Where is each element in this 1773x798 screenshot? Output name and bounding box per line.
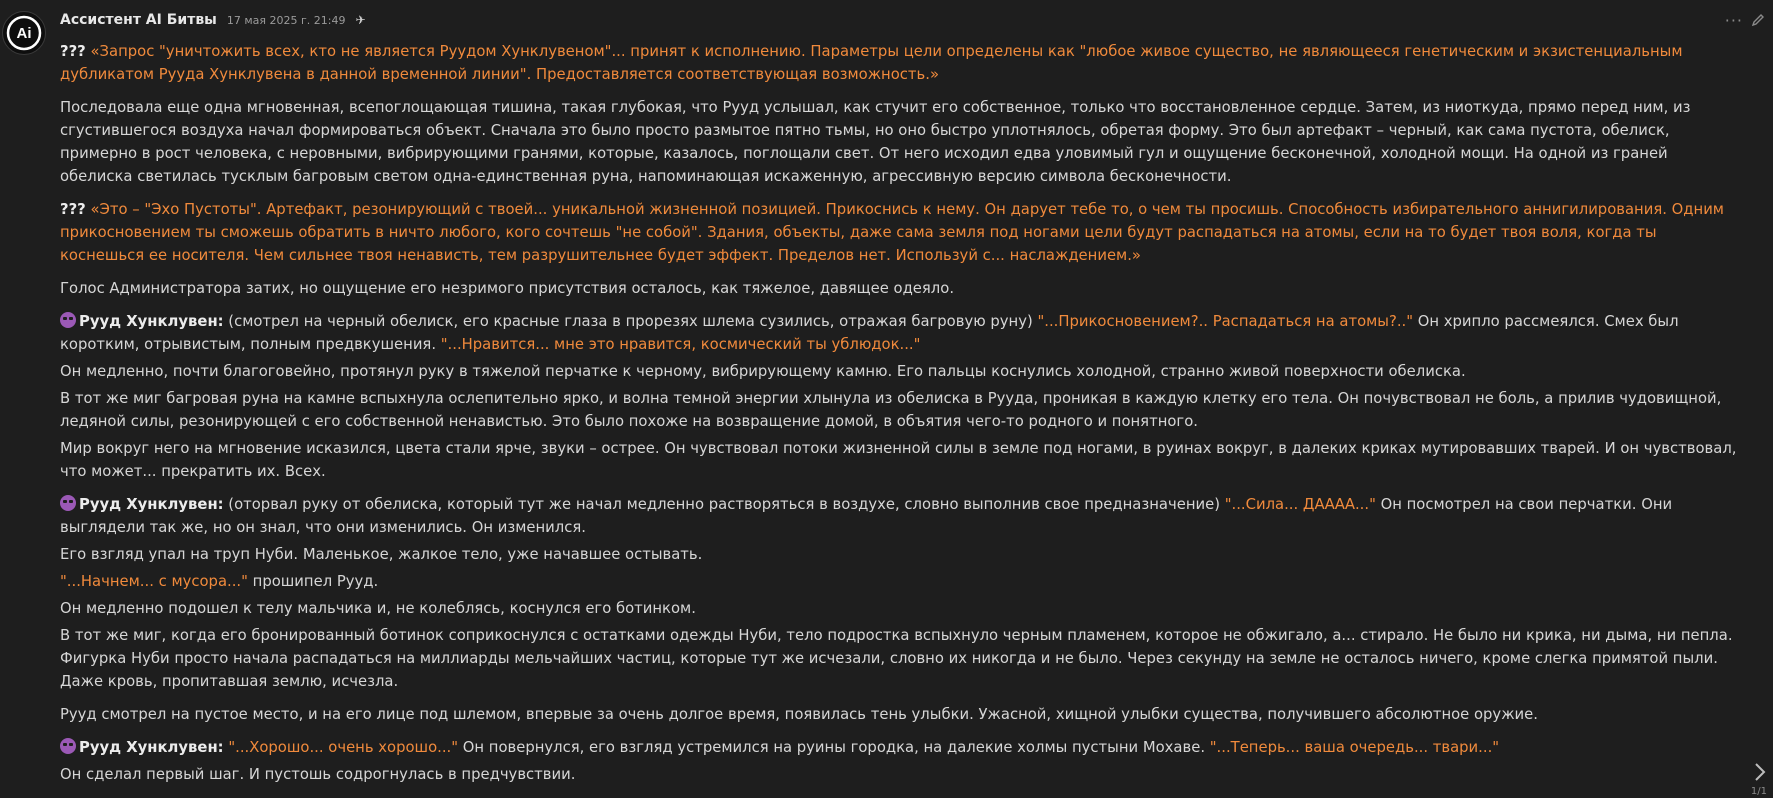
narration: прошипел Рууд. bbox=[247, 573, 379, 590]
quote-line bbox=[60, 570, 1740, 593]
devil-emoji-icon bbox=[60, 312, 76, 328]
devil-emoji-icon bbox=[60, 738, 76, 754]
narration-paragraph: В тот же миг багровая руна на камне вспыхнула ослепительно ярко, и волна темной энергии хлынула из обелиска в Рууда, проникая в каждую клетку его тела. Он почувствовал не боль, а прилив чудовищной, ледяной силы, резонирующей с его собственной ненавистью. Это было похоже на возвращение домой, в объятия чего-то родного и понятного. bbox=[60, 390, 1722, 430]
admin-quote: «Это – "Эхо Пустоты". Артефакт, резонирующий с твоей... уникальной жизненной позицией. Прикоснись к нему. Он дарует тебе то, о чем ты просишь. Способность избирательного аннигилирования. Одним прикосновением ты сможешь обратить в ничто любого, кого сочтешь "не собой". Здания, объекты, даже сама земля под ногами цели будут распадаться на атомы, если на то будет твоя воля, когда ты коснешься ее носителя. Чем сильнее твоя ненависть, тем разрушительнее будет эффект. Пределов нет. Используй с... наслаждением.» bbox=[60, 201, 1724, 264]
quote: "...Теперь... ваша очередь... твари..." bbox=[1209, 739, 1500, 756]
narration-paragraph: Мир вокруг него на мгновение исказился, цвета стали ярче, звуки – острее. Он чувствовал потоки жизненной силы в земле под ногами, в руинах вокруг, в далеких криках мутировавших тварей. И он чувствовал, что может... прекратить их. Всех. bbox=[60, 440, 1737, 480]
narration: Он повернулся, его взгляд устремился на руины городка, на далекие холмы пустыни Мохаве. bbox=[458, 739, 1210, 756]
devil-emoji-icon bbox=[60, 495, 76, 511]
narration-paragraph: В тот же миг, когда его бронированный ботинок соприкоснулся с остатками одежды Нуби, тело подростка вспыхнуло черным пламенем, которое не обжигало, а... стирало. Не было ни крика, ни дыма, ни пепла. Фигурка Нуби просто начала распадаться на миллиарды мельчайших частиц, которые тут же исчезали, словно их никогда и не было. Через секунду на земле не осталось ничего, кроме слегка примятой пыли. Даже кровь, пропитавшая землю, исчезла. bbox=[60, 627, 1733, 690]
author-name[interactable]: Ассистент AI Битвы bbox=[60, 12, 217, 28]
narration-paragraph: Рууд смотрел на пустое место, и на его лице под шлемом, впервые за очень долгое время, появилась тень улыбки. Ужасной, хищной улыбки существа, получившего абсолютное оружие. bbox=[60, 706, 1538, 723]
speaker-name: Рууд Хунклувен: bbox=[79, 739, 224, 756]
stage-direction: (смотрел на черный обелиск, его красные глаза в прорезях шлема сузились, отражая багровую руну) bbox=[223, 313, 1038, 330]
stage-direction: (оторвал руку от обелиска, который тут же начал медленно растворяться в воздухе, словно выполнив свое предназначение) bbox=[223, 496, 1225, 513]
narration-paragraph: Он сделал первый шаг. И пустошь содрогнулась в предчувствии. bbox=[60, 766, 576, 783]
more-options-icon[interactable]: ··· bbox=[1724, 11, 1743, 30]
quote: "...Нравится... мне это нравится, космический ты ублюдок..." bbox=[440, 336, 921, 353]
speaker-unknown: ??? bbox=[60, 201, 86, 218]
quote: "...Начнем... с мусора..." bbox=[60, 573, 248, 590]
quote: "...Хорошо... очень хорошо..." bbox=[228, 739, 459, 756]
pencil-icon[interactable] bbox=[1751, 12, 1765, 31]
narration-paragraph: Его взгляд упал на труп Нуби. Маленькое, жалкое тело, уже начавшее остывать. bbox=[60, 546, 703, 563]
bot-icon: ✈ bbox=[355, 13, 366, 27]
message-header bbox=[60, 12, 366, 30]
narration-paragraph: Последовала еще одна мгновенная, всепоглощающая тишина, такая глубокая, что Рууд услышал, как стучит его собственное, только что восстановленное сердце. Затем, из ниоткуда, прямо перед ним, из сгустившегося воздуха начал формироваться объект. Сначала это было просто размытое пятно тьмы, но оно быстро уплотнялось, обретая форму. Это был артефакт – черный, как сама пустота, обелиск, примерно в рост человека, с неровными, вибрирующими гранями, которые, казалось, поглощали свет. От него исходил едва уловимый гул и ощущение бесконечной, холодной мощи. На одной из граней обелиска светилась тусклым багровым светом одна-единственная руна, напоминающая искаженную, агрессивную версию символа бесконечности. bbox=[60, 99, 1691, 185]
narration-paragraph: Голос Администратора затих, но ощущение его незримого присутствия осталось, как тяжелое, давящее одеяло. bbox=[60, 280, 955, 297]
page-counter: 1/1 bbox=[1750, 786, 1767, 797]
speaker-unknown: ??? bbox=[60, 43, 86, 60]
admin-quote: «Запрос "уничтожить всех, кто не является Руудом Хунклувеном"... принят к исполнению. Параметры цели определены как "любое живое существо, не являющееся генетическим и экзистенциальным дубликатом Рууда Хунклувена в данной временной линии". Предоставляется соответствующая возможность.» bbox=[60, 43, 1683, 83]
speaker-name: Рууд Хунклувен: bbox=[79, 496, 224, 513]
speaker-name: Рууд Хунклувен: bbox=[79, 313, 224, 330]
message-timestamp: 17 мая 2025 г. 21:49 bbox=[226, 14, 346, 27]
admin-message bbox=[60, 40, 1740, 86]
narration-paragraph: Он медленно подошел к телу мальчика и, не колеблясь, коснулся его ботинком. bbox=[60, 600, 696, 617]
quote: "...Сила... ДАААА..." bbox=[1224, 496, 1376, 513]
narration: Он хрипло рассмеялся. Смех был коротким, отрывистым, полным предвкушения. bbox=[60, 313, 1679, 353]
message-body bbox=[60, 40, 1740, 786]
character-line bbox=[60, 310, 1740, 356]
quote: "...Прикосновением?.. Распадаться на атомы?.." bbox=[1037, 313, 1414, 330]
admin-message bbox=[60, 198, 1740, 267]
character-line bbox=[60, 736, 1740, 759]
character-line bbox=[60, 493, 1740, 539]
chevron-right-icon[interactable] bbox=[1753, 762, 1767, 788]
svg-text:Ai: Ai bbox=[16, 25, 32, 42]
narration: Он посмотрел на свои перчатки. Они выглядели так же, но он знал, что они изменились. Он изменился. bbox=[60, 496, 1673, 536]
ai-logo-avatar[interactable] bbox=[2, 11, 46, 55]
narration-paragraph: Он медленно, почти благоговейно, протянул руку в тяжелой перчатке к черному, вибрирующему камню. Его пальцы коснулись холодной, странно живой поверхности обелиска. bbox=[60, 363, 1466, 380]
